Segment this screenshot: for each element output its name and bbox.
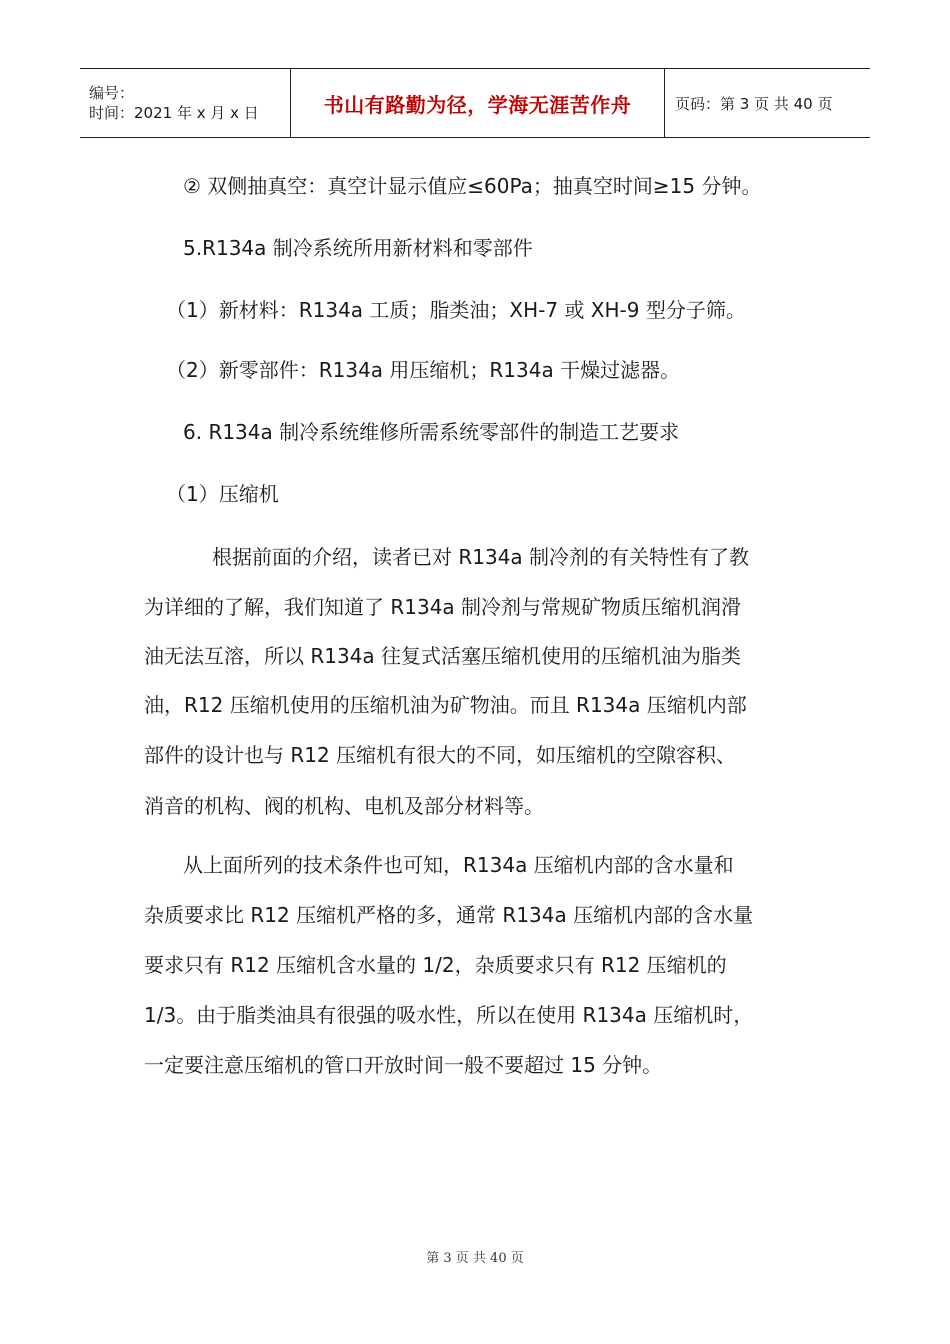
page-footer: 第 3 页 共 40 页 <box>426 1251 524 1266</box>
section-heading: 6. R134a 制冷系统维修所需系统零部件的制造工艺要求 <box>183 420 680 444</box>
header-meta <box>80 69 291 137</box>
list-item: （1）新材料：R134a 工质；脂类油；XH-7 或 XH-9 型分子筛。 <box>166 298 746 322</box>
paragraph-line: 从上面所列的技术条件也可知，R134a 压缩机内部的含水量和 <box>183 853 734 877</box>
list-item: （2）新零部件：R134a 用压缩机；R134a 干燥过滤器。 <box>166 358 681 382</box>
paragraph-line: ② 双侧抽真空：真空计显示值应≤60Pa；抽真空时间≥15 分钟。 <box>183 174 762 198</box>
paragraph-line: 部件的设计也与 R12 压缩机有很大的不同，如压缩机的空隙容积、 <box>144 743 737 767</box>
header-page-cell <box>665 69 870 137</box>
document-time: 时间：2021 年 x 月 x 日 <box>89 104 259 122</box>
paragraph-line: 根据前面的介绍，读者已对 R134a 制冷剂的有关特性有了教 <box>212 545 750 569</box>
header-page-info: 页码：第 3 页 共 40 页 <box>675 94 833 113</box>
paragraph-line: 油，R12 压缩机使用的压缩机油为矿物油。而且 R134a 压缩机内部 <box>144 693 747 717</box>
section-heading: 5.R134a 制冷系统所用新材料和零部件 <box>183 236 533 260</box>
page-header <box>80 68 870 138</box>
document-number-label: 编号： <box>89 84 135 102</box>
paragraph-line: 一定要注意压缩机的管口开放时间一般不要超过 15 分钟。 <box>144 1053 663 1077</box>
subsection-heading: （1）压缩机 <box>166 482 279 506</box>
paragraph-line: 为详细的了解，我们知道了 R134a 制冷剂与常规矿物质压缩机润滑 <box>144 595 742 619</box>
paragraph-line: 要求只有 R12 压缩机含水量的 1/2，杂质要求只有 R12 压缩机的 <box>144 953 727 977</box>
paragraph-line: 消音的机构、阀的机构、电机及部分材料等。 <box>144 794 544 818</box>
paragraph-line: 杂质要求比 R12 压缩机严格的多，通常 R134a 压缩机内部的含水量 <box>144 903 754 927</box>
paragraph-line: 油无法互溶，所以 R134a 往复式活塞压缩机使用的压缩机油为脂类 <box>144 644 742 668</box>
header-motto-cell <box>291 69 665 137</box>
paragraph-line: 1/3。由于脂类油具有很强的吸水性，所以在使用 R134a 压缩机时， <box>144 1003 754 1027</box>
header-motto: 书山有路勤为径，学海无涯苦作舟 <box>323 92 632 117</box>
